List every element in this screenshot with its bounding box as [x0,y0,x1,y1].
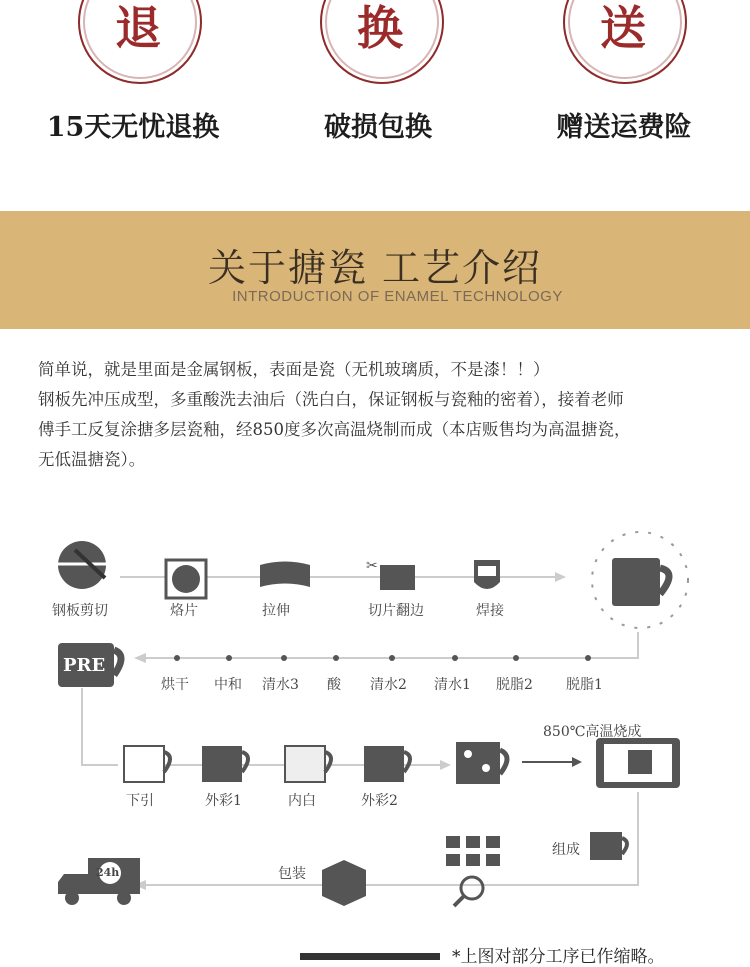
pre-badge: PRE [63,655,106,676]
step-label: 烘干 [161,677,189,693]
step-label: 切片翻边 [368,603,424,619]
intro-line: 傅手工反复涂搪多层瓷釉，经850度多次高温烧制而成（本店贩售均为高温搪瓷， [38,420,631,439]
step-label: 清水1 [434,677,471,693]
cups-group-icon [446,836,500,866]
packing-label: 包装 [278,866,306,882]
white-mug-icon [285,746,331,782]
step-label: 清水3 [262,677,299,693]
intro-line: 钢板先冲压成型，多重酸洗去油后（洗白白，保证钢板与瓷釉的密着），接着老师 [38,390,624,409]
color2-mug-icon [364,746,410,782]
dip-mug-icon [124,746,170,782]
punch-icon [166,560,206,598]
banner-subtitle: INTRODUCTION OF ENAMEL TECHNOLOGY [232,288,563,305]
step-label: 脱脂2 [496,677,533,693]
step-label: 酸 [327,677,341,693]
step-label: 脱脂1 [566,677,603,693]
return-seal-char: 退 [115,1,161,55]
banner-title: 关于搪瓷 工艺介绍 [207,246,543,290]
footer-note: *上图对部分工序已作缩略。 [452,947,665,967]
firing-arrow-icon [572,757,582,767]
intro-line: 简单说，就是里面是金属钢板，表面是瓷（无机玻璃质，不是漆！！） [38,360,550,379]
step-label: 外彩1 [205,793,242,809]
formed-mug-icon [592,532,688,628]
step-label: 拉伸 [262,603,290,619]
svg-text:✂: ✂ [366,558,378,574]
inspect-magnifier-icon [454,877,483,906]
flower-mug-icon [456,742,507,784]
firing-label: 850℃高温烧成 [543,724,642,740]
package-box-icon [322,860,366,906]
footer-bar [300,953,440,960]
intro-line: 无低温搪瓷）。 [38,450,146,469]
stretch-icon [260,562,310,588]
row1-arrow-icon [555,572,566,582]
insurance-label: 赠送运费险 [556,112,692,143]
color1-mug-icon [202,746,248,782]
steel-shear-icon [58,541,110,589]
step-label: 下引 [126,793,154,809]
return-label: 15天无忧退换 [46,112,220,143]
step-label: 外彩2 [361,793,398,809]
weld-icon [474,560,500,589]
step-label: 中和 [214,677,242,693]
step-label: 焊接 [476,603,504,619]
row2-arrow-icon [134,653,146,663]
intro-paragraph [38,355,718,475]
assembly-label: 组成 [552,842,580,858]
step-label: 内白 [288,793,316,809]
truck-badge: 24h [96,866,120,879]
step-label: 清水2 [370,677,407,693]
exchange-label: 破损包换 [324,112,432,143]
kiln-icon [596,738,680,788]
insurance-seal-char: 送 [600,1,646,55]
exchange-seal-char: 换 [357,1,403,55]
cut-flange-icon [366,558,415,590]
step-label: 钢板剪切 [52,603,108,619]
step-label: 烙片 [170,603,198,619]
row2-line [145,632,638,658]
assembled-mug-icon [590,832,627,860]
